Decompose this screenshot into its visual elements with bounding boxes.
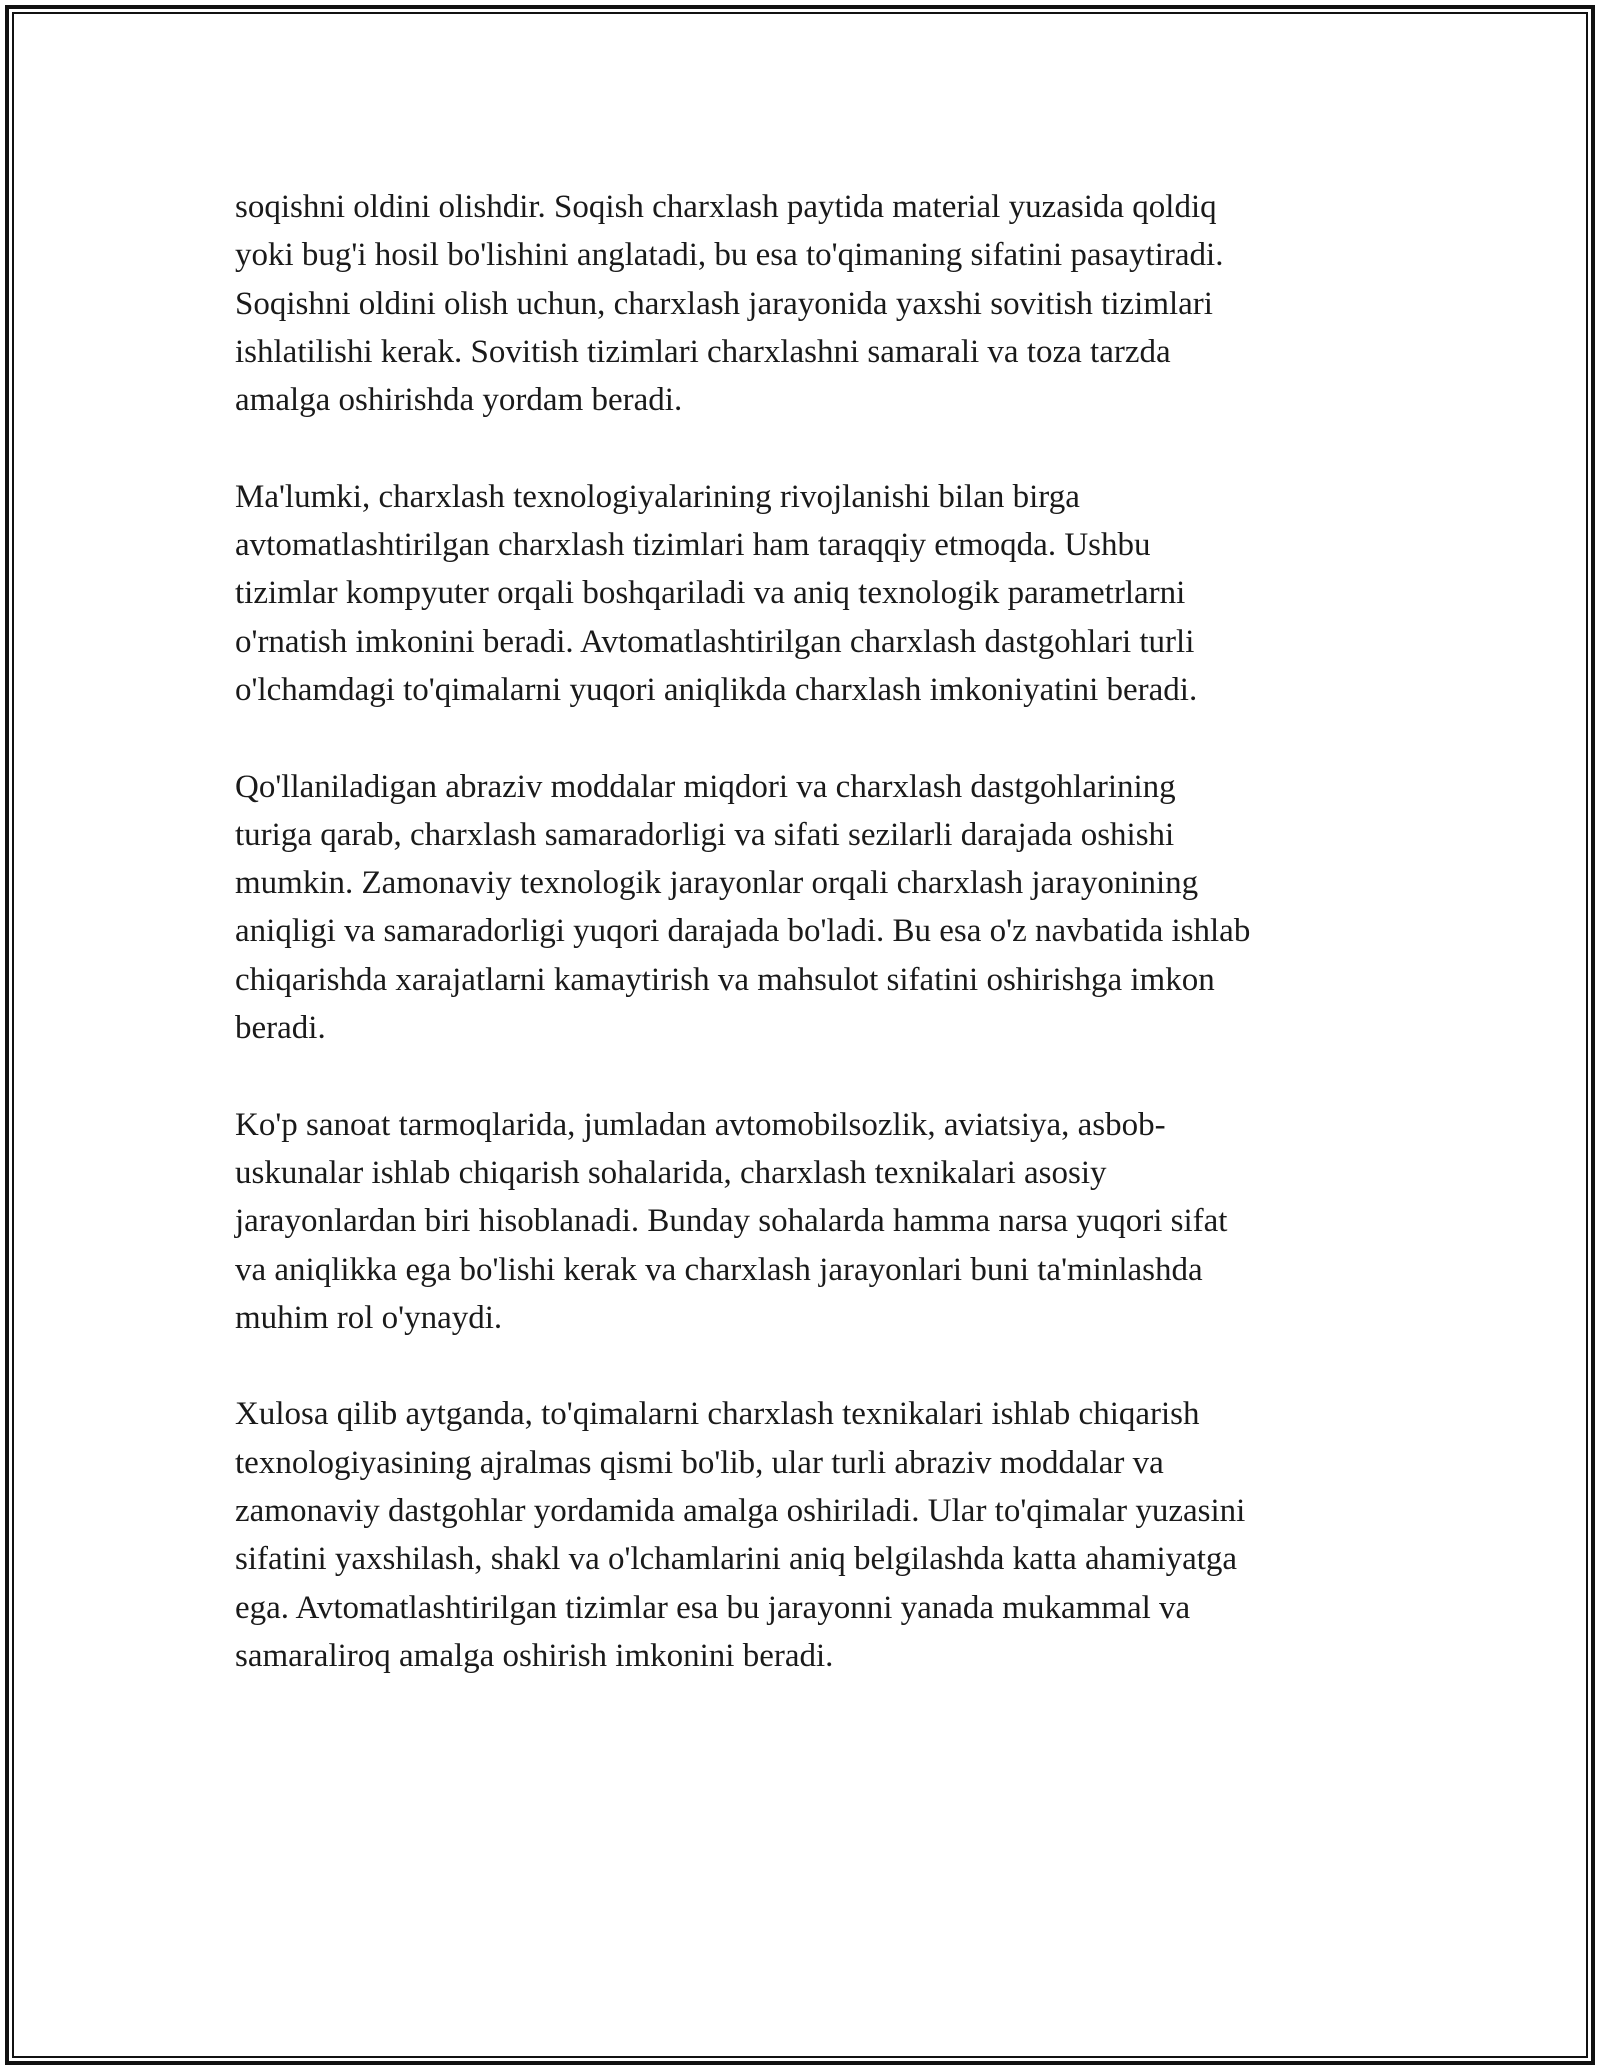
paragraph-4: Ko'p sanoat tarmoqlarida, jumladan avtomobilsozlik, aviatsiya, asbob- uskunalar ishlab chiqarish sohalarida, charxlash texnikalari asosiy jarayonlardan biri hisoblanadi. Bunday sohalarda hamma narsa yuqori sifat va aniqlikka ega bo'lishi kerak va charxlash jarayonlari buni ta'minlashda muhim rol o'ynaydi. [235,1106,1228,1336]
paragraph-2: Ma'lumki, charxlash texnologiyalarining rivojlanishi bilan birga avtomatlashtirilgan charxlash tizimlari ham taraqqiy etmoqda. Ushbu tizimlar kompyuter orqali boshqariladi va aniq texnologik parametrlarni o'rnatish imkonini beradi. Avtomatlashtirilgan charxlash dastgohlari turli o'lchamdagi to'qimalarni yuqori aniqlikda charxlash imkoniyatini beradi. [235,478,1198,708]
paragraph-5: Xulosa qilib aytganda, to'qimalarni charxlash texnikalari ishlab chiqarish texnologiyasining ajralmas qismi bo'lib, ular turli abraziv moddalar va zamonaviy dastgohlar yordamida amalga oshiriladi. Ular to'qimalar yuzasini sifatini yaxshilash, shakl va o'lchamlarini aniq belgilashda katta ahamiyatga ega. Avtomatlashtirilgan tizimlar esa bu jarayonni yanada mukammal va samaraliroq amalga oshirish imkonini beradi. [235,1396,1246,1674]
document-body [235,183,1370,1729]
paragraph-1: soqishni oldini olishdir. Soqish charxlash paytida material yuzasida qoldiq yoki bug'i hosil bo'lishini anglatadi, bu esa to'qimaning sifatini pasaytiradi. Soqishni oldini olish uchun, charxlash jarayonida yaxshi sovitish tizimlari ishlatilishi kerak. Sovitish tizimlari charxlashni samarali va toza tarzda amalga oshirishda yordam beradi. [235,189,1224,419]
paragraph-3: Qo'llaniladigan abraziv moddalar miqdori va charxlash dastgohlarining turiga qarab, charxlash samaradorligi va sifati sezilarli darajada oshishi mumkin. Zamonaviy texnologik jarayonlar orqali charxlash jarayonining aniqligi va samaradorligi yuqori darajada bo'ladi. Bu esa o'z navbatida ishlab chiqarishda xarajatlarni kamaytirish va mahsulot sifatini oshirishga imkon beradi. [235,768,1251,1047]
